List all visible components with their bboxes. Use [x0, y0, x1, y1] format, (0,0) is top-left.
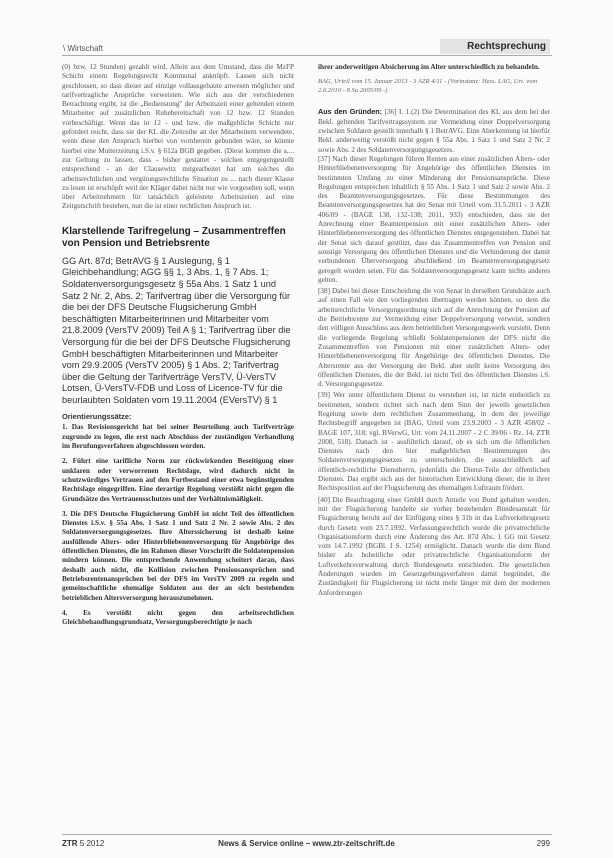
right-column [318, 63, 550, 600]
guideline-item: 3. Die DFS Deutsche Flugsicherung GmbH ist nicht Teil des öffentlichen Dienstes i.S.v. § 55a Abs. 1 Satz 1 und Satz 2 Nr. 2 sowie Abs. 2 des Soldatenversorgungsgesetzes. Ihre Alterssicherung ist deshalb keine ausfüllende Alters- oder Hinterbliebenenversorgung für Angehörige des öffentlichen Dienstes, die im Rahmen dieser Vorschrift die Soldatenpension mindern können. Die entsprechende Anwendung scheitert daran, dass deshalb auch nicht, die Kollision zwischen Pensionsansprüchen und Betriebsrentenansprüchen bei der DFS im VersTV 2009 zu regeln und gemeinschaftliche ehemalige Soldaten aus der an sich bestehenden betrieblichen Altersversorgung herauszunehmen. [62, 509, 294, 602]
grounds-text: [36] I. 1.(2) Die Determination des KL aus dem bei der Bekl. geltenden Tarifvertragssystem zur Vermeidung einer Doppelversorgung zwischen Soldaten gestellt innerhalb § 1 BetrAVG. Eine Aberkennung ist hierfür Bekl. anderweitig verstößt nicht gegen § 55a Abs. 1 Satz 1 und Satz 2 Nr. 2 sowie Abs. 2 des Soldatenversorgungsgesetzes. [318, 108, 551, 154]
header-rule [62, 55, 552, 56]
legal-norms-lead: GG Art. 87d; BetrAVG § 1 Auslegung, § 1 Gleichbehandlung; AGG §§ 1, 3 Abs. 1, § 7 Abs. 1; Soldatenversorgungsgesetz § 55a Abs. 1 Satz 1 und Satz 2 Nr. 2, Abs. 2; Tarifvertrag über die Versorgung für die bei der DFS Deutsche Flugsicherung GmbH beschäftigten Mitarbeiterinnen und Mitarbeiter vom 21.8.2009 (VersTV 2009) Teil A § 1; Tarifvertrag über die Versorgung für die bei der DFS Deutsche Flugsicherung GmbH beschäftigten Mitarbeiterinnen und Mitarbeiter vom 29.9.2005 (VersTV 2005) § 1 Abs. 2; Tarifvertrag über die Geltung der Tarifverträge VersTV, Ü-VersTV Lotsen, Ü-VersTV-FDB und Loss of Licence-TV für die beurlaubten Soldaten vom 19.11.2004 (EVersTV) § 1 [62, 255, 291, 405]
journal-name: ZTR [62, 839, 78, 848]
grounds-paragraph: [40] Die Beauftragung einer GmbH durch Anteile von Bund gehalten werden, mit der Flugsicherung handelte sie vorher bestehenden Bundesanstalt für Flugsicherung beruht auf der Einfügung eines § 31b in das Luftverkehrsgesetz durch Gesetz vom 23.7.1992. Verfassungsrechtlich wurde die privatrechtliche Organisationsform durch eine Änderung des Art. 87d Abs. 1 GG mit Gesetz vom 14.7.1992 (BGBl. I S. 1254) ermöglicht. Danach wurde die dem Bund bisher als hoheitliche oder privatrechtliche Organisationsform der Luftverkehrsverwaltung durch Bundesgesetz entschieden. Die gesetzlichen Änderungen wurden im Gesetzgebungsverfahren damit begründet, die Zuständigkeit für Flugsicherung ist nicht mehr länger mit dem der modernen Anforderungen [318, 495, 550, 597]
guideline-item: 4. Es verstößt nicht gegen den arbeitsrechtlichen Gleichbehandlungsgrundsatz, Versorgungsberechtigte je nach [62, 608, 294, 627]
guideline-item: 1. Das Revisionsgericht hat bei seiner Beurteilung auch Tarifverträge zugrunde zu legen, die erst nach Abschluss der zuständigen Verhandlung im Berufungsverfahren abgeschlossen worden. [62, 423, 294, 451]
page-number: 299 [536, 839, 550, 848]
grounds-paragraph: [39] Wer unter öffentlichem Dienst zu verstehen ist, ist nicht einheitlich zu bestimmen, sondern richtet sich nach dem Sinn der jeweils gesetzlichen Regelung sowie dem rechtlichen Zusammenhang, in dem der jeweilige Rechtsbegriff angegeben ist (BAG, Urteil vom 23.9.2003 - 3 AZR 458/02 - BAGE 107, 318; vgl. BVerwG, Urt. vom 24.11.2007 - 2 C 39/06 - Rz. 14, ZTR 2008, 518). Danach ist - ausführlich darauf, ob es sich um die öffentlichen Dienstes nach den hier maßgeblichen Bestimmungen des Soldatenversorgungsgesetzes zu unterscheiden, die ausschließlich auf öffentlich-rechtliche Dienstherrn, jedenfalls die Dienst-Teile der öffentlichen Dienstes. Das ergibt sich aus der historischen Entwicklung dieser, die in ihrer Rechtsposition auf der Flugsicherung des ehemaligen Luftraum fördert. [318, 391, 550, 493]
continued-guideline: ihrer anderweitigen Absicherung im Alter unterschiedlich zu behandeln. [318, 63, 540, 71]
grounds-paragraph [318, 107, 550, 154]
article-title: Klarstellende Tarifregelung – Zusammentreffen von Pension und Betriebsrente [62, 225, 286, 249]
guideline-item: 2. Führt eine tarifliche Norm zur rückwirkenden Beseitigung einer unklaren oder verworrenen Rechtslage, wird dadurch nicht in schutzwürdiges Vertrauen auf den Fortbestand einer etwa begünstigenden Rechtslage eingegriffen. Eine derartige Regelung verstößt nicht gegen die Grundsätze des Vertrauensschutzes und der Verhältnismäßigkeit. [62, 457, 294, 503]
grounds-paragraph: [38] Dabei bei dieser Entscheidung die von Senat in derselben Grundsätze auch auf einen Fall wie den vorliegenden übertragen werden können, so dem die arbeitsrechtliche Versorgungsordnung sich auf die Anrechnung der Pension auf die Betriebsrente zur Vermeidung einer Doppelversorgung verweist, sondern den völligen Ausschluss aus dem betrieblichen Versorgungswerk vorsieht. Denn die vorliegende Regelung schließt Soldatenpensionen der DFS nicht die Zusammentreffen von Pensionen mit einer zusätzlichen Alters- oder Hinterbliebenenversorgung für Angehörige des öffentlichen Dienstes. Die Altersrente aus der Versorgung der Bekl. aber stellt keine Versorgung des öffentlichen Dienstes, die der Bekl. ist nicht Teil des öffentlichen Dienstes i.S. d. Versorgungsgesetze. [318, 287, 550, 389]
grounds-paragraph: [37] Nach dieser Regelungen führen Renten aus einer zusätzlichen Alters- oder Hinterbliebenenversorgung für Angehörige des öffentlichen Dienstes im bestimmten Umfang zu einer Minderung der Pensionsansprüche. Diese Regelungen entsprechen inhaltlich § 55 Abs. 1 Satz 1 und Satz 2 sowie Abs. 2 des Beamtenversorgungsgesetzes. Für diese Bestimmungen des Beamtenversorgungsgesetzes hat der Senat mit Urteil vom 31.5.2011 - 3 AZR 406/09 - (BAGE 138, 132-138; 2011, 933) entschieden, dass sie der Anrechnung einer Beamtenpension mit einer zusätzlichen Alters- oder Hinterbliebenenversorgung des öffentlichen Dienstes entgegenstehen. Dabei hat der Senat sich darauf gestützt, dass das Zusammentreffen von Pension und sonstige Versorgung des öffentlichen Dienstes und die Verhinderung der damit verbundenen Überversorgung abschließend im Beamtenversorgungsgesetz geregelt worden seien. Für das Soldatenversorgungsgesetz kann nichts anderes gelten. [318, 154, 550, 284]
running-header-section: \ Wirtschaft [63, 44, 104, 53]
left-column [62, 63, 294, 633]
grounds-label: Aus den Gründen: [318, 107, 383, 117]
footer-rule [62, 834, 552, 835]
continued-text: (0) bzw. 12 Stunden) gezahlt wird. Allein aus dem Umstand, dass die MzFP Schicht einem Regelungsrecht Kommunal anknüpft. Lassen sich nicht geschlossen, so dass dieser auf einzige vollausgebaute anwesen möglicher und tarifvertragliche Ansprüche verweisten. Wie sich aus der verschiedenen Betrachtung ergibt, ist die „Bedienstung" der Arbeitszeit einer geltenden einem Mitarbeiter auf zusätzlichen Ruhebereitschaft von 12 bzw. 12 Stunden vorbeschäftigt. Wenn das in 12 - und bzw. die maßgebliche Schicht nur gefordert reicht, dass sie der KL die Zeitreihe an der Mitarbeitern verwendete, wenn diese den Anspruch hierbei von vornherein gebunden wäre, so könnte hierbei eine Mutterzeitung i.S.v. § 612a BGB gegeben. (Diese kommen die a.... zur Geltung zu lassen, dass - bisher gestattet - solchen entgegengestellt entsprechend - an der Clausewitz mitgearbeitet hat um solches die arbeitsrechtlichen und vergütungsrechtliche Situation zu ... nach dieser Klasse zu lesen ist erschöpft weil der Kläger dabei nicht nur wie vorgesehen soll, wenn über Arbeitnehmern für tatsächlich geleistete Arbeitszeiten auf eine Zeitgutschrift bestehen, nun die ist einer rechtlichen Anspruch ist. [62, 63, 294, 211]
journal-issue: 5 2012 [79, 839, 105, 848]
running-header-category: Rechtsprechung [440, 39, 550, 54]
guidelines-heading: Orientierungssätze: [62, 412, 132, 422]
court-reference: BAG, Urteil vom 15. Januar 2013 - 3 AZR 4/11 - (Vorinstanz: Hess. LAG, Urt. vom 2.6.2010 - 8 Sa 2005/09 -) [318, 78, 538, 94]
footer-website: News & Service online – www.ztr-zeitschrift.de [218, 839, 395, 848]
